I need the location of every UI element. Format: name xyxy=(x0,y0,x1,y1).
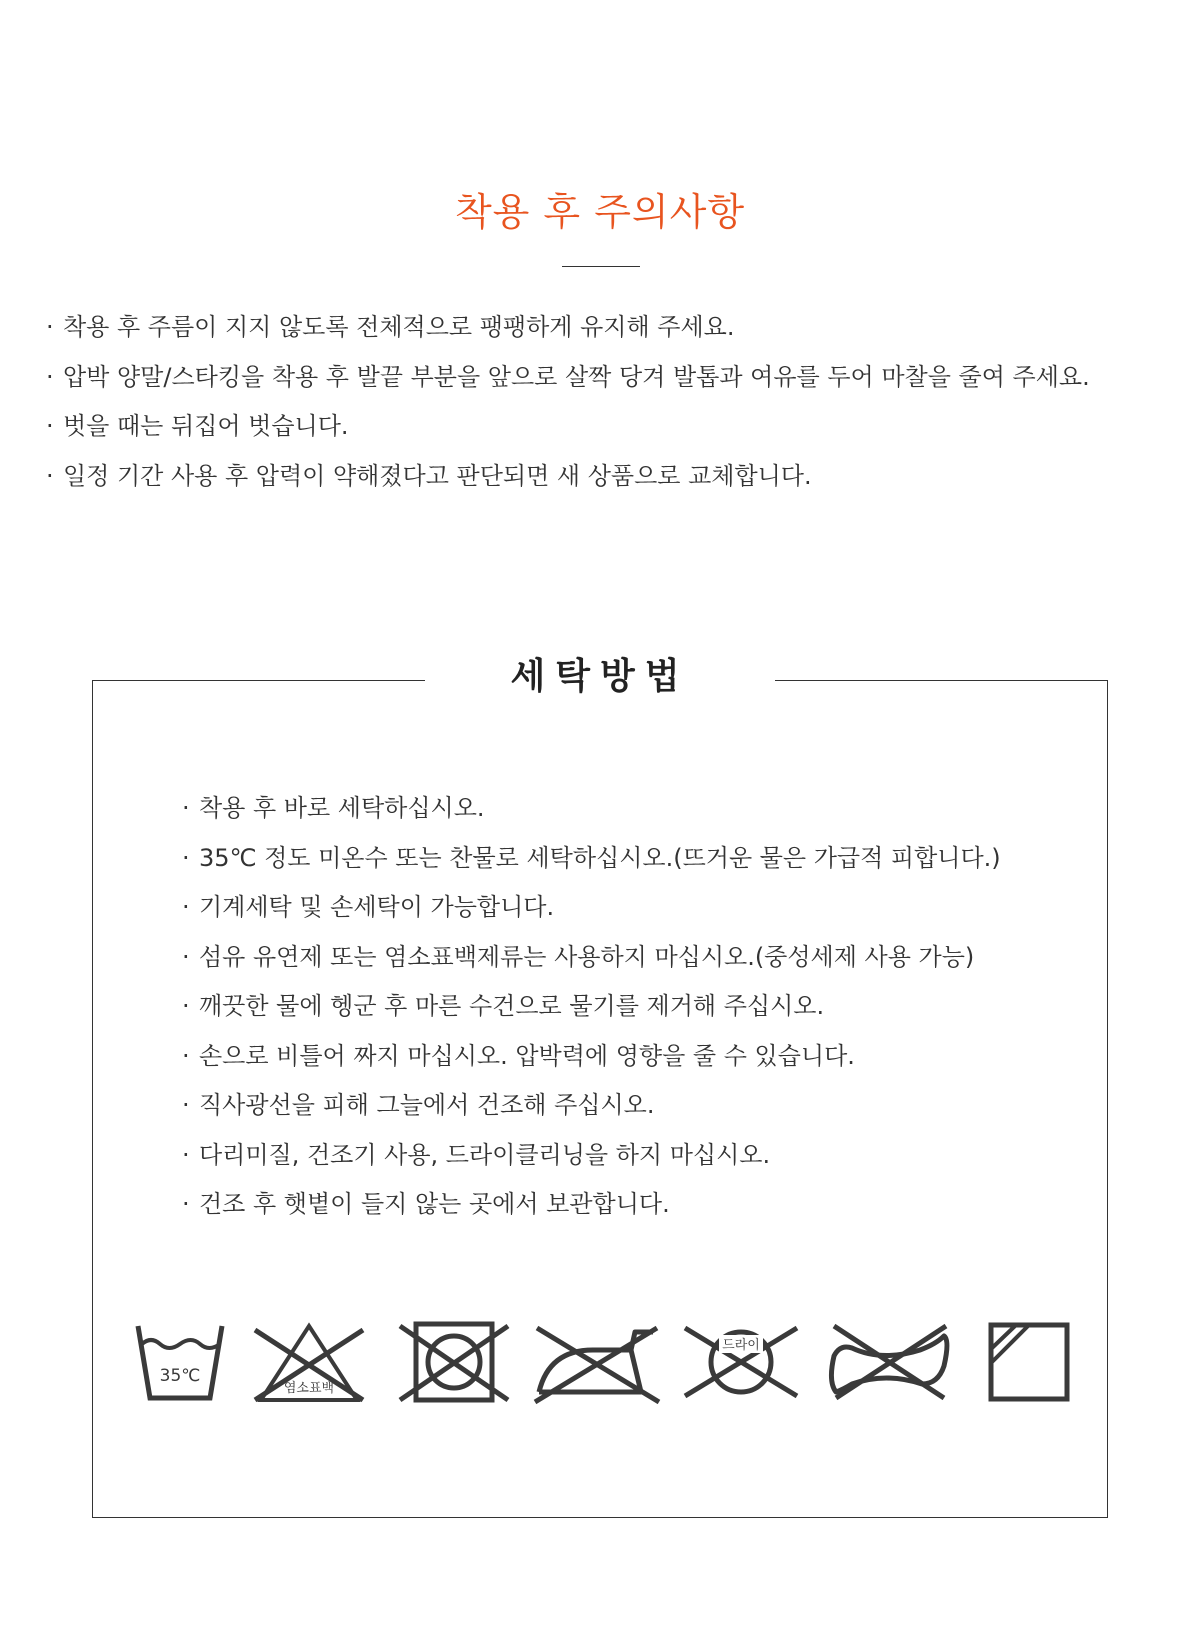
no-tumble-dry-icon xyxy=(398,1322,510,1402)
no-wring-icon xyxy=(826,1322,952,1402)
list-item: · 섬유 유연제 또는 염소표백제류는 사용하지 마십시오.(중성세제 사용 가능) xyxy=(182,933,1001,983)
list-item: · 손으로 비틀어 짜지 마십시오. 압박력에 영향을 줄 수 있습니다. xyxy=(182,1032,1001,1082)
dry-in-shade-icon xyxy=(988,1322,1072,1402)
list-item: · 35℃ 정도 미온수 또는 찬물로 세탁하십시오.(뜨거운 물은 가급적 피합니다.) xyxy=(182,834,1001,884)
list-item: · 다리미질, 건조기 사용, 드라이클리닝을 하지 마십시오. xyxy=(182,1131,1001,1181)
list-item: · 기계세탁 및 손세탁이 가능합니다. xyxy=(182,883,1001,933)
list-item: · 벗을 때는 뒤집어 벗습니다. xyxy=(46,402,1090,452)
washing-list xyxy=(182,784,1001,1230)
wash-35c-icon xyxy=(136,1322,224,1402)
list-item: · 건조 후 햇볕이 들지 않는 곳에서 보관합니다. xyxy=(182,1180,1001,1230)
list-item: · 착용 후 주름이 지지 않도록 전체적으로 팽팽하게 유지해 주세요. xyxy=(46,303,1090,353)
list-item: · 직사광선을 피해 그늘에서 건조해 주십시오. xyxy=(182,1081,1001,1131)
bleach-label: 염소표백 xyxy=(283,1381,335,1396)
no-iron-icon xyxy=(535,1322,661,1402)
list-item: · 압박 양말/스타킹을 착용 후 발끝 부분을 앞으로 살짝 당겨 발톱과 여유를 두어 마찰을 줄여 주세요. xyxy=(46,353,1090,403)
after-wear-title: 착용 후 주의사항 xyxy=(454,190,746,234)
title-divider xyxy=(562,266,640,267)
list-item: · 착용 후 바로 세탁하십시오. xyxy=(182,784,1001,834)
dry-clean-label: 드라이 xyxy=(722,1338,760,1353)
washing-title: 세탁방법 xyxy=(425,649,775,705)
list-item: · 일정 기간 사용 후 압력이 약해졌다고 판단되면 새 상품으로 교체합니다. xyxy=(46,452,1090,502)
list-item: · 깨끗한 물에 헹군 후 마른 수건으로 물기를 제거해 주십시오. xyxy=(182,982,1001,1032)
no-chlorine-bleach-icon xyxy=(253,1322,365,1402)
after-wear-list xyxy=(46,303,1090,501)
care-symbols xyxy=(136,1322,1076,1422)
no-dry-clean-icon xyxy=(683,1322,799,1402)
wash-temp-label: 35℃ xyxy=(159,1366,201,1386)
